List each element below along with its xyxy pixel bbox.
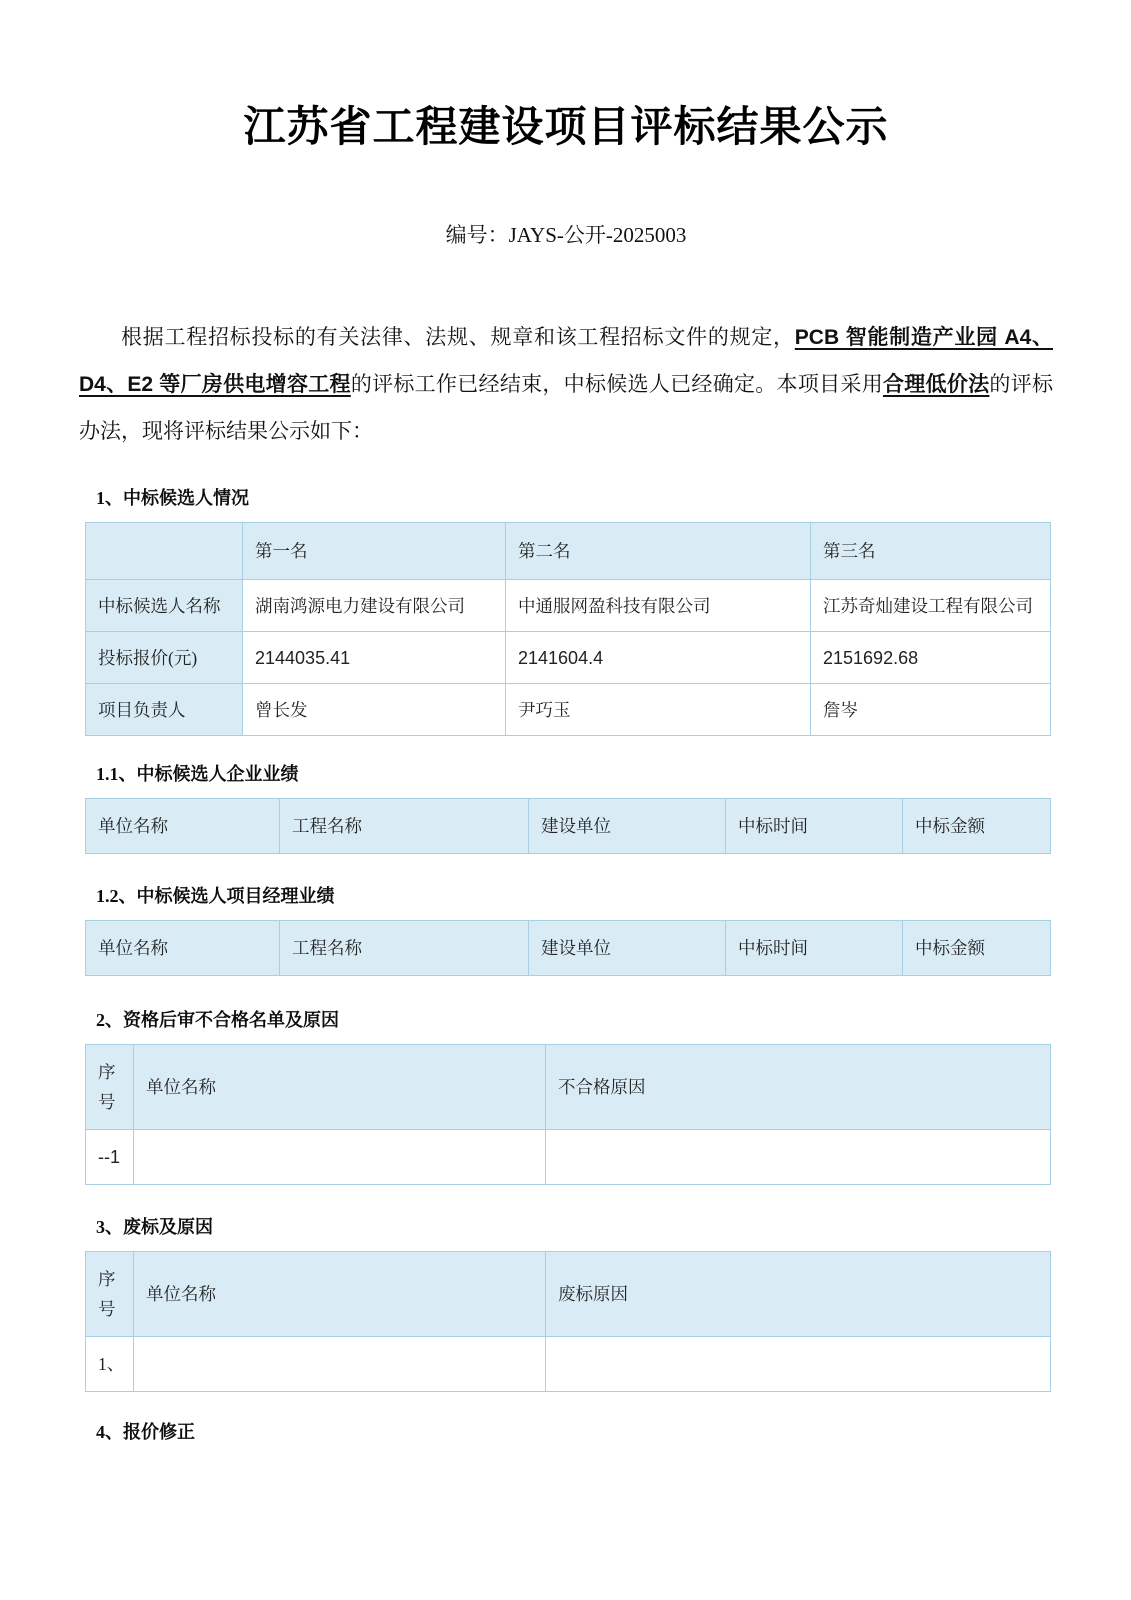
project-name-emphasis: PCB 智能制造产业园 A4、D4、E2 等厂房供电增容工程 — [79, 326, 1053, 396]
row-label: 中标候选人名称 — [86, 580, 243, 632]
header-cell-unit-name: 单位名称 — [86, 921, 280, 976]
header-cell-unit-name: 单位名称 — [134, 1045, 546, 1130]
section-1-2-heading: 1.2、中标候选人项目经理业绩 — [96, 886, 335, 906]
unqualified-list-table — [85, 1044, 1051, 1185]
header-cell-rejection-reason: 废标原因 — [546, 1252, 1051, 1337]
intro-text-3: 的评标办法，现将评标结果公示如下： — [79, 372, 1053, 443]
serial-number-cell: --1 — [86, 1130, 134, 1185]
header-cell-project-name: 工程名称 — [280, 921, 529, 976]
table-row-project-manager — [86, 684, 1051, 736]
header-cell-award-amount: 中标金额 — [903, 799, 1051, 854]
rejected-bids-table — [85, 1251, 1051, 1392]
bid-price-1: 2144035.41 — [243, 632, 506, 684]
project-manager-2: 尹巧玉 — [506, 684, 811, 736]
row-label: 投标报价(元) — [86, 632, 243, 684]
header-cell-award-time: 中标时间 — [726, 799, 903, 854]
table-row-bid-price — [86, 632, 1051, 684]
header-cell-award-time: 中标时间 — [726, 921, 903, 976]
company-performance-table — [85, 798, 1051, 854]
row-label: 项目负责人 — [86, 684, 243, 736]
section-1-heading: 1、中标候选人情况 — [96, 488, 249, 508]
project-manager-3: 詹岑 — [811, 684, 1051, 736]
header-cell-unqualified-reason: 不合格原因 — [546, 1045, 1051, 1130]
table-row — [86, 1337, 1051, 1392]
bid-price-2: 2141604.4 — [506, 632, 811, 684]
table-header-row — [86, 1045, 1051, 1130]
table-header-row — [86, 523, 1051, 580]
document-title: 江苏省工程建设项目评标结果公示 — [243, 105, 889, 151]
project-manager-1: 曾长发 — [243, 684, 506, 736]
manager-performance-table — [85, 920, 1051, 976]
rejection-reason-cell — [546, 1337, 1051, 1392]
winning-candidates-table — [85, 522, 1051, 736]
section-2-heading: 2、资格后审不合格名单及原因 — [96, 1010, 339, 1030]
table-header-row — [86, 1252, 1051, 1337]
section-1-1-heading: 1.1、中标候选人企业业绩 — [96, 764, 299, 784]
table-header-row — [86, 921, 1051, 976]
intro-paragraph — [79, 314, 1053, 454]
header-cell-second-place: 第二名 — [506, 523, 811, 580]
header-cell-construction-unit: 建设单位 — [529, 921, 726, 976]
unqualified-reason-cell — [546, 1130, 1051, 1185]
candidate-name-1: 湖南鸿源电力建设有限公司 — [243, 580, 506, 632]
header-cell-project-name: 工程名称 — [280, 799, 529, 854]
evaluation-method-emphasis: 合理低价法 — [882, 372, 990, 396]
table-header-row — [86, 799, 1051, 854]
doc-number: 编号：JAYS-公开-2025003 — [445, 223, 687, 247]
header-cell-blank — [86, 523, 243, 580]
header-cell-third-place: 第三名 — [811, 523, 1051, 580]
header-cell-serial-number: 序号 — [86, 1045, 134, 1130]
intro-text-1: 根据工程招标投标的有关法律、法规、规章和该工程招标文件的规定， — [121, 325, 795, 349]
header-cell-unit-name: 单位名称 — [86, 799, 280, 854]
section-4-heading: 4、报价修正 — [96, 1422, 195, 1442]
unit-name-cell — [134, 1130, 546, 1185]
header-cell-serial-number: 序号 — [86, 1252, 134, 1337]
unit-name-cell — [134, 1337, 546, 1392]
header-cell-first-place: 第一名 — [243, 523, 506, 580]
section-3-heading: 3、废标及原因 — [96, 1217, 213, 1237]
header-cell-construction-unit: 建设单位 — [529, 799, 726, 854]
header-cell-award-amount: 中标金额 — [903, 921, 1051, 976]
intro-text-2: 的评标工作已经结束，中标候选人已经确定。本项目采用 — [350, 372, 883, 396]
header-cell-unit-name: 单位名称 — [134, 1252, 546, 1337]
table-row — [86, 1130, 1051, 1185]
serial-number-cell: 1、 — [86, 1337, 134, 1392]
table-row-candidate-name — [86, 580, 1051, 632]
candidate-name-2: 中通服网盈科技有限公司 — [506, 580, 811, 632]
candidate-name-3: 江苏奇灿建设工程有限公司 — [811, 580, 1051, 632]
bid-price-3: 2151692.68 — [811, 632, 1051, 684]
